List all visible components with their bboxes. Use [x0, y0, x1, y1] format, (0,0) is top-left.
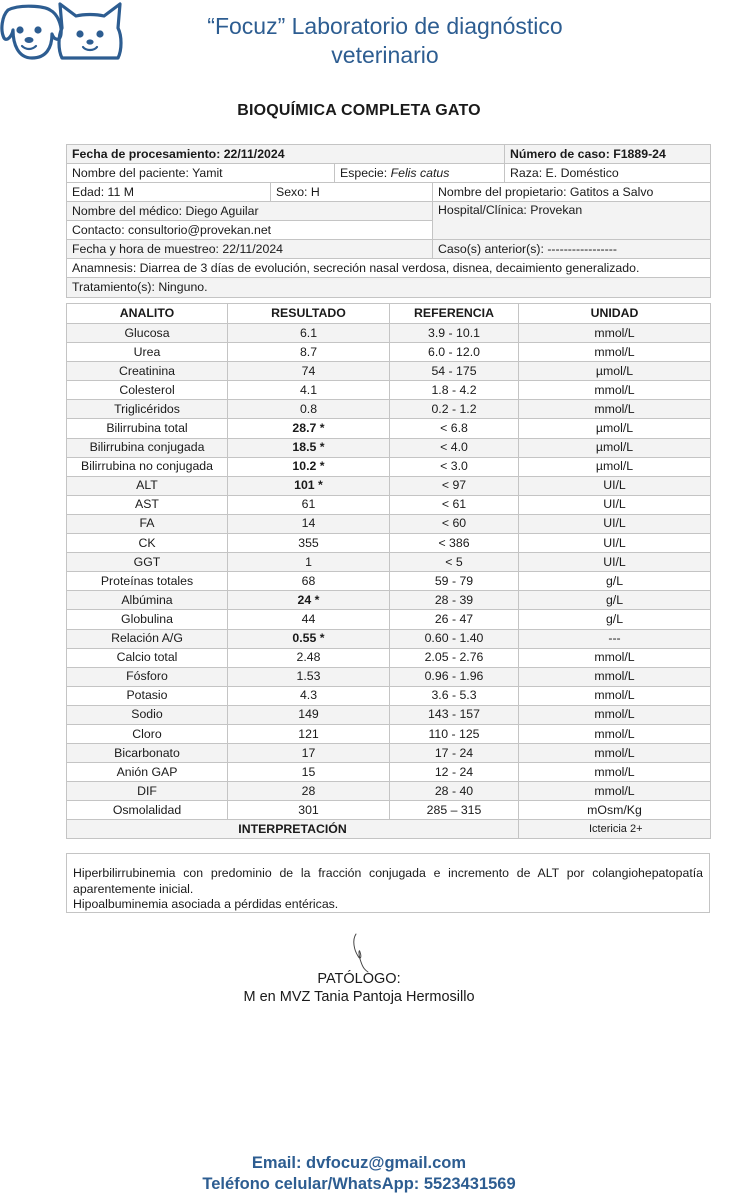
page-title: BIOQUÍMICA COMPLETA GATO — [237, 102, 481, 119]
table-row — [67, 686, 711, 705]
previous-cases: Caso(s) anterior(s): ----------------- — [433, 240, 711, 259]
cell-resultado: 149 — [228, 705, 390, 724]
cell-resultado: 74 — [228, 362, 390, 381]
cell-referencia: 28 - 39 — [390, 591, 519, 610]
table-row — [67, 744, 711, 763]
cell-unidad: mmol/L — [519, 648, 711, 667]
cell-unidad: mmol/L — [519, 782, 711, 801]
cell-analito: Bicarbonato — [67, 744, 228, 763]
cell-referencia: < 97 — [390, 476, 519, 495]
cell-analito: GGT — [67, 553, 228, 572]
column-header: UNIDAD — [519, 304, 711, 324]
cell-referencia: < 4.0 — [390, 438, 519, 457]
patient-name: Nombre del paciente: Yamit — [67, 164, 335, 183]
sampling-date: Fecha y hora de muestreo: 22/11/2024 — [67, 240, 433, 259]
cell-analito: Cloro — [67, 724, 228, 743]
cell-analito: Sodio — [67, 705, 228, 724]
table-row — [67, 648, 711, 667]
cell-referencia: 3.9 - 10.1 — [390, 324, 519, 343]
treatment: Tratamiento(s): Ninguno. — [67, 278, 711, 298]
cell-analito: Bilirrubina no conjugada — [67, 457, 228, 476]
cell-unidad: mmol/L — [519, 400, 711, 419]
results-table — [66, 303, 711, 839]
cell-unidad: --- — [519, 629, 711, 648]
cell-unidad: µmol/L — [519, 457, 711, 476]
cell-unidad: µmol/L — [519, 362, 711, 381]
cell-unidad: mmol/L — [519, 763, 711, 782]
table-row — [67, 763, 711, 782]
cell-referencia: 28 - 40 — [390, 782, 519, 801]
cell-referencia: 6.0 - 12.0 — [390, 343, 519, 362]
cell-analito: CK — [67, 534, 228, 553]
cell-referencia: < 61 — [390, 495, 519, 514]
table-row — [67, 476, 711, 495]
cell-referencia: < 3.0 — [390, 457, 519, 476]
cell-referencia: 3.6 - 5.3 — [390, 686, 519, 705]
cell-referencia: 285 – 315 — [390, 801, 519, 820]
cell-analito: Bilirrubina total — [67, 419, 228, 438]
table-row — [67, 724, 711, 743]
pathologist-label: PATÓLOGO: — [317, 971, 401, 987]
results-header-row — [67, 304, 711, 324]
cell-analito: Fósforo — [67, 667, 228, 686]
cell-resultado: 301 — [228, 801, 390, 820]
lab-name — [150, 12, 620, 70]
table-row — [67, 343, 711, 362]
cell-analito: Urea — [67, 343, 228, 362]
interpretation-heading: INTERPRETACIÓN — [67, 820, 519, 839]
vet-name: Nombre del médico: Diego Aguilar — [67, 202, 433, 221]
cell-referencia: 54 - 175 — [390, 362, 519, 381]
table-row — [67, 457, 711, 476]
cell-unidad: g/L — [519, 572, 711, 591]
cell-referencia: 59 - 79 — [390, 572, 519, 591]
cell-analito: ALT — [67, 476, 228, 495]
cell-resultado: 121 — [228, 724, 390, 743]
cell-analito: AST — [67, 495, 228, 514]
species-label: Especie: — [340, 165, 391, 180]
cell-unidad: mmol/L — [519, 724, 711, 743]
cell-unidad: g/L — [519, 610, 711, 629]
owner-name: Nombre del propietario: Gatitos a Salvo — [433, 183, 711, 202]
cell-unidad: µmol/L — [519, 419, 711, 438]
cell-unidad: mmol/L — [519, 705, 711, 724]
cell-unidad: mmol/L — [519, 324, 711, 343]
cell-resultado: 8.7 — [228, 343, 390, 362]
table-row — [67, 362, 711, 381]
cell-analito: DIF — [67, 782, 228, 801]
cell-referencia: < 60 — [390, 514, 519, 533]
cell-resultado: 1.53 — [228, 667, 390, 686]
column-header: REFERENCIA — [390, 304, 519, 324]
table-row — [67, 381, 711, 400]
footer-phone: Teléfono celular/WhatsApp: 5523431569 — [202, 1175, 516, 1193]
cell-resultado: 68 — [228, 572, 390, 591]
cell-referencia: < 5 — [390, 553, 519, 572]
lab-name-line2: veterinario — [331, 42, 439, 68]
cell-analito: Osmolalidad — [67, 801, 228, 820]
species-value: Felis catus — [390, 165, 450, 180]
table-row — [67, 553, 711, 572]
cell-analito: Relación A/G — [67, 629, 228, 648]
cell-referencia: 0.60 - 1.40 — [390, 629, 519, 648]
cell-analito: Colesterol — [67, 381, 228, 400]
cell-resultado: 2.48 — [228, 648, 390, 667]
cell-unidad: mmol/L — [519, 686, 711, 705]
cell-unidad: mmol/L — [519, 343, 711, 362]
cell-resultado: 24 * — [228, 591, 390, 610]
cell-analito: Bilirrubina conjugada — [67, 438, 228, 457]
table-row — [67, 667, 711, 686]
pathologist-name: M en MVZ Tania Pantoja Hermosillo — [243, 989, 475, 1005]
cell-analito: Albúmina — [67, 591, 228, 610]
cell-referencia: 110 - 125 — [390, 724, 519, 743]
cell-resultado: 17 — [228, 744, 390, 763]
contact: Contacto: consultorio@provekan.net — [67, 221, 433, 240]
table-row — [67, 438, 711, 457]
interpretation-box — [66, 853, 710, 913]
cell-unidad: g/L — [519, 591, 711, 610]
cell-unidad: UI/L — [519, 534, 711, 553]
cell-referencia: 12 - 24 — [390, 763, 519, 782]
cell-unidad: UI/L — [519, 476, 711, 495]
footer-email: Email: dvfocuz@gmail.com — [251, 1154, 467, 1172]
cell-resultado: 10.2 * — [228, 457, 390, 476]
cell-resultado: 61 — [228, 495, 390, 514]
cell-analito: Globulina — [67, 610, 228, 629]
signature-mark — [346, 930, 376, 974]
lab-name-line1: “Focuz” Laboratorio de diagnóstico — [207, 13, 563, 39]
cell-resultado: 1 — [228, 553, 390, 572]
table-row — [67, 782, 711, 801]
cell-analito: FA — [67, 514, 228, 533]
cell-unidad: mOsm/Kg — [519, 801, 711, 820]
cell-resultado: 6.1 — [228, 324, 390, 343]
cell-resultado: 4.1 — [228, 381, 390, 400]
sex: Sexo: H — [271, 183, 433, 202]
table-row — [67, 801, 711, 820]
table-row — [67, 534, 711, 553]
interpretation-line: Hiperbilirrubinemia con predominio de la fracción conjugada e incremento de ALT por colangiohepatopatía aparentemente inicial. — [73, 866, 703, 896]
cell-unidad: mmol/L — [519, 744, 711, 763]
cell-analito: Anión GAP — [67, 763, 228, 782]
table-row — [67, 572, 711, 591]
breed: Raza: E. Doméstico — [505, 164, 711, 183]
table-row — [67, 705, 711, 724]
cell-resultado: 101 * — [228, 476, 390, 495]
dog-cat-logo-icon — [0, 0, 128, 64]
column-header: RESULTADO — [228, 304, 390, 324]
cell-unidad: UI/L — [519, 553, 711, 572]
column-header: ANALITO — [67, 304, 228, 324]
cell-referencia: 0.2 - 1.2 — [390, 400, 519, 419]
species — [335, 164, 505, 183]
table-row — [67, 514, 711, 533]
cell-resultado: 28.7 * — [228, 419, 390, 438]
table-row — [67, 591, 711, 610]
cell-resultado: 0.8 — [228, 400, 390, 419]
footer-contact — [0, 1153, 718, 1195]
table-row — [67, 629, 711, 648]
cell-unidad: UI/L — [519, 514, 711, 533]
cell-resultado: 28 — [228, 782, 390, 801]
cell-resultado: 355 — [228, 534, 390, 553]
age: Edad: 11 M — [67, 183, 271, 202]
cell-unidad: mmol/L — [519, 667, 711, 686]
cell-analito: Calcio total — [67, 648, 228, 667]
cell-resultado: 18.5 * — [228, 438, 390, 457]
cell-referencia: 143 - 157 — [390, 705, 519, 724]
table-row — [67, 400, 711, 419]
cell-resultado: 15 — [228, 763, 390, 782]
cell-unidad: mmol/L — [519, 381, 711, 400]
interpretation-heading-row — [67, 820, 711, 839]
cell-referencia: < 386 — [390, 534, 519, 553]
case-number: Número de caso: F1889-24 — [505, 145, 711, 164]
cell-unidad: UI/L — [519, 495, 711, 514]
cell-analito: Proteínas totales — [67, 572, 228, 591]
cell-analito: Triglicéridos — [67, 400, 228, 419]
processing-date: Fecha de procesamiento: 22/11/2024 — [67, 145, 505, 164]
cell-resultado: 44 — [228, 610, 390, 629]
cell-analito: Potasio — [67, 686, 228, 705]
cell-referencia: 2.05 - 2.76 — [390, 648, 519, 667]
cell-resultado: 14 — [228, 514, 390, 533]
cell-referencia: 0.96 - 1.96 — [390, 667, 519, 686]
cell-analito: Glucosa — [67, 324, 228, 343]
cell-resultado: 4.3 — [228, 686, 390, 705]
hospital: Hospital/Clínica: Provekan — [433, 202, 711, 240]
cell-referencia: 26 - 47 — [390, 610, 519, 629]
table-row — [67, 610, 711, 629]
cell-referencia: < 6.8 — [390, 419, 519, 438]
cell-unidad: µmol/L — [519, 438, 711, 457]
table-row — [67, 419, 711, 438]
table-row — [67, 495, 711, 514]
patient-info-table — [66, 144, 711, 298]
icterus-note: Ictericia 2+ — [519, 820, 711, 839]
anamnesis: Anamnesis: Diarrea de 3 días de evolución, secreción nasal verdosa, disnea, decaimiento generalizado. — [67, 259, 711, 278]
cell-analito: Creatinina — [67, 362, 228, 381]
cell-resultado: 0.55 * — [228, 629, 390, 648]
cell-referencia: 17 - 24 — [390, 744, 519, 763]
interpretation-line: Hipoalbuminemia asociada a pérdidas entéricas. — [73, 897, 339, 911]
cell-referencia: 1.8 - 4.2 — [390, 381, 519, 400]
table-row — [67, 324, 711, 343]
pathologist-block — [0, 970, 718, 1006]
